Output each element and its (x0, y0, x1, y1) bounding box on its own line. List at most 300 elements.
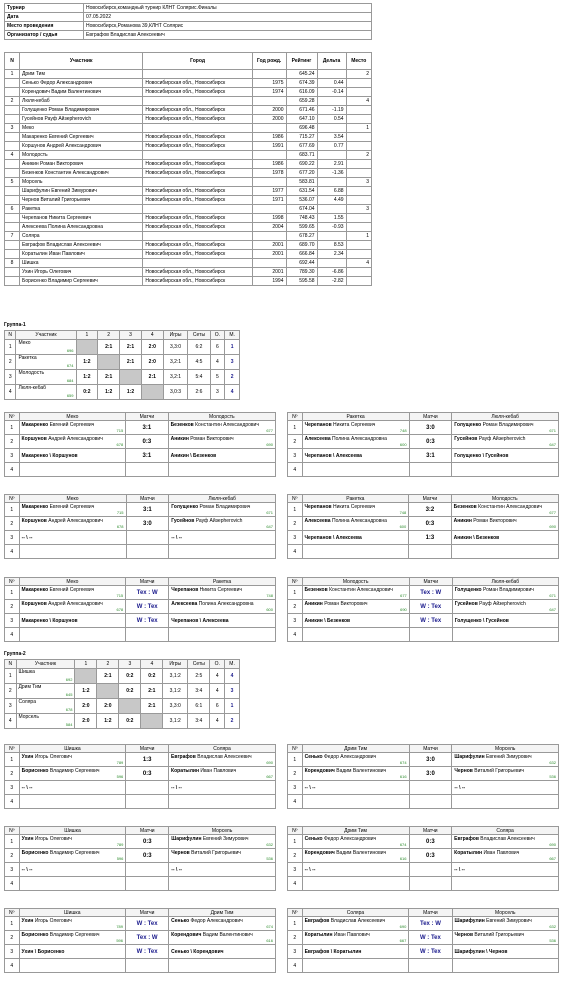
match-result (409, 959, 452, 973)
roster-row (5, 223, 372, 232)
group-header-pts: О. (210, 660, 225, 669)
match-row (5, 435, 276, 449)
match-home-player (302, 435, 409, 449)
match-home-player (302, 835, 409, 849)
player-surname: Гусейнов (171, 517, 195, 524)
player-rating: 677 (400, 592, 407, 598)
player-rating: 536 (549, 773, 556, 779)
match-result (126, 795, 169, 809)
roster-row (5, 250, 372, 259)
roster-city: Новосибирская обл., Новосибирск (143, 277, 252, 286)
group-sets: 2:6 (188, 385, 210, 400)
group-score-cell (76, 340, 98, 355)
roster-number (5, 160, 20, 169)
player-surname: Черепанов (304, 421, 332, 428)
match-header-away: Солярa (169, 745, 276, 753)
match-result (409, 795, 452, 809)
player-given-name: Роман Владимирович (483, 586, 534, 593)
match-away-player (452, 753, 559, 767)
player-rating: 674 (399, 759, 407, 765)
roster-place (346, 223, 371, 232)
match-result: W : Tex (409, 945, 452, 959)
match-home-player (302, 959, 409, 973)
roster-year (252, 151, 286, 160)
group-row-number: 3 (5, 699, 17, 714)
player-given-name: Евгений Зимурович (485, 753, 532, 760)
match-row-number: 1 (288, 917, 303, 931)
roster-city: Новосибирская обл., Новосибирск (143, 223, 252, 232)
group-2-title: Группа-2 (4, 651, 26, 657)
match-row-number: 3 (5, 449, 20, 463)
match-row-number: 2 (288, 767, 303, 781)
roster-place (346, 268, 371, 277)
roster-city (143, 205, 252, 214)
match-home-player (302, 931, 409, 945)
match-home-player (19, 877, 126, 891)
match-home-player (19, 781, 126, 795)
group-score-cell: 2:0 (141, 340, 163, 355)
group-team (16, 340, 76, 355)
match-result: 3:1 (126, 449, 168, 463)
match-row-number: 2 (288, 849, 303, 863)
roster-place (346, 169, 371, 178)
group-team-rating: 696 (66, 348, 74, 353)
match-table (4, 826, 276, 891)
roster-city (143, 151, 252, 160)
player-surname: Сенько (304, 753, 323, 760)
roster-player: Солярa (20, 232, 143, 241)
roster-place (346, 160, 371, 169)
player-rating: 748 (266, 592, 273, 598)
player-given-name: Никита Сергеевич (199, 586, 242, 593)
roster-row (5, 169, 372, 178)
match-header-away: Морсель (452, 745, 559, 753)
group-score-cell: 2:1 (98, 340, 120, 355)
group-games: 3,3:0 (163, 699, 188, 714)
match-header-matches: Матчи (409, 909, 452, 917)
player-surname: -- \ -- (454, 866, 465, 873)
roster-header-city: Город (143, 53, 252, 70)
match-row (288, 435, 559, 449)
match-away-player (169, 931, 276, 945)
match-home-player (19, 503, 126, 517)
match-row (288, 781, 559, 795)
player-given-name: Иван Павлович (200, 767, 237, 774)
match-result: W : Tex (409, 614, 452, 628)
match-header-home: Меко (19, 413, 126, 421)
match-row (288, 877, 559, 891)
match-table (287, 744, 559, 809)
roster-rating: 671.46 (286, 106, 317, 115)
roster-city: Новосибирская обл., Новосибирск (143, 196, 252, 205)
info-row (5, 31, 372, 40)
player-rating: 671 (266, 509, 273, 515)
group-row (5, 355, 240, 370)
player-rating: 632 (266, 841, 273, 847)
player-surname: Безенков (170, 421, 194, 428)
match-home-player (302, 531, 409, 545)
roster-player: Коратылин Иван Павлович (20, 250, 143, 259)
match-result (126, 877, 169, 891)
player-given-name: Полина Александровна (198, 600, 254, 607)
player-given-name: Евгений Сергеевич (49, 503, 95, 510)
player-surname: Голущенко (171, 503, 199, 510)
roster-place (346, 214, 371, 223)
match-away-player (169, 877, 276, 891)
match-away-player (169, 767, 276, 781)
roster-player: Морсель (20, 178, 143, 187)
group-team-rating: 659 (66, 393, 74, 398)
match-row (288, 517, 559, 531)
roster-place (346, 241, 371, 250)
roster-row (5, 115, 372, 124)
group-place: 2 (225, 370, 240, 385)
player-rating: 667 (266, 773, 273, 779)
player-surname: -- \ -- (304, 866, 316, 873)
player-surname: Черепанов \ Алексеева (304, 452, 362, 459)
match-home-player (302, 517, 409, 531)
match-header-home: Меко (19, 578, 126, 586)
group-score-cell: 2:1 (141, 684, 163, 699)
roster-city: Новосибирская обл., Новосибирск (143, 106, 252, 115)
match-home-player (302, 545, 409, 559)
match-away-player (452, 849, 559, 863)
roster-header-year: Год рожд. (252, 53, 286, 70)
group-header-player: Участник (16, 331, 76, 340)
player-rating: 600 (399, 523, 407, 529)
player-surname: Шарифулин (454, 917, 485, 924)
player-rating: 616 (399, 855, 407, 861)
roster-row (5, 205, 372, 214)
player-rating: 789 (116, 923, 124, 929)
player-surname: Безенков (453, 503, 477, 510)
roster-rating: 674.39 (286, 79, 317, 88)
group-place: 4 (225, 385, 240, 400)
roster-year: 2000 (252, 115, 286, 124)
player-surname: Борисенко (21, 931, 49, 938)
roster-delta: 3.54 (317, 133, 346, 142)
match-header-home: Дрим Тим (302, 745, 409, 753)
player-given-name: Андрей Александрович (48, 600, 103, 607)
match-away-player (169, 586, 276, 600)
player-given-name: Иван Павлович (483, 849, 520, 856)
match-header-away: Люля-кебаб (452, 578, 558, 586)
match-header-matches: Матчи (126, 827, 169, 835)
roster-number (5, 223, 20, 232)
roster-header-delta: Дельта (317, 53, 346, 70)
roster-player: Ухин Игорь Олегович (20, 268, 143, 277)
info-value: Новосибирск,командный турнир КЛНТ Солярис.Финалы (84, 4, 372, 13)
roster-year: 1977 (252, 187, 286, 196)
match-away-player (169, 614, 276, 628)
match-row (5, 945, 276, 959)
match-row-number: 2 (5, 767, 20, 781)
group-score-cell: 2:1 (141, 699, 163, 714)
match-result (409, 877, 452, 891)
roster-year: 2001 (252, 241, 286, 250)
group-header-c3: 3 (120, 331, 142, 340)
roster-city (143, 97, 252, 106)
player-rating: 678 (116, 441, 124, 447)
player-surname: Ухин \ Борисенко (21, 948, 65, 955)
group-header-n: N (5, 331, 16, 340)
match-row (288, 503, 559, 517)
match-row (5, 586, 276, 600)
roster-row (5, 160, 372, 169)
match-table (4, 494, 276, 559)
group-row (5, 699, 240, 714)
player-surname: -- \ -- (21, 866, 33, 873)
player-surname: Ухин (21, 835, 34, 842)
match-home-player (19, 421, 126, 435)
group-points: 4 (210, 714, 225, 729)
match-row-number: 2 (288, 517, 303, 531)
player-surname: Макаренко (21, 421, 49, 428)
player-surname: Макаренко \ Коршунов (21, 617, 78, 624)
match-away-player (169, 849, 276, 863)
group-header-c2: 2 (97, 660, 119, 669)
group-score-cell: 1:2 (120, 385, 142, 400)
match-row-number: 1 (5, 421, 20, 435)
roster-delta: 6.88 (317, 187, 346, 196)
match-home-player (302, 586, 409, 600)
match-header-matches: Матчи (126, 909, 169, 917)
group-team (16, 370, 76, 385)
roster-number: 7 (5, 232, 20, 241)
roster-row (5, 232, 372, 241)
player-given-name: Роман Викторович (473, 517, 517, 524)
player-surname: Евграфов \ Коратылин (304, 948, 362, 955)
match-row-number: 1 (5, 503, 20, 517)
player-surname: Голущенко (454, 586, 482, 593)
match-row-number: 2 (5, 849, 20, 863)
roster-place: 3 (346, 205, 371, 214)
player-surname: -- \ -- (171, 534, 183, 541)
match-row (288, 753, 559, 767)
match-row (5, 545, 276, 559)
group-header-games: Игры (163, 331, 188, 340)
match-away-player (169, 835, 276, 849)
player-given-name: Федор Александрович (323, 753, 377, 760)
roster-row (5, 214, 372, 223)
match-away-player (452, 449, 559, 463)
match-home-player (302, 945, 409, 959)
player-surname: Голущенко (454, 421, 482, 428)
match-away-player (452, 628, 558, 642)
info-label: Дата (5, 13, 84, 22)
match-result: 0:3 (409, 517, 451, 531)
player-surname: Черепанов \ Алексеева (171, 617, 229, 624)
player-rating: 715 (116, 427, 124, 433)
match-row-number: 4 (288, 795, 303, 809)
match-row (288, 959, 559, 973)
group-points: 4 (210, 684, 225, 699)
match-table (287, 577, 559, 642)
group-score-cell: 0:2 (119, 684, 141, 699)
roster-header-rating: Рейтинг (286, 53, 317, 70)
player-given-name: Роман Владимирович (199, 503, 251, 510)
group-place: 3 (225, 684, 240, 699)
roster-delta: -0.14 (317, 88, 346, 97)
player-surname: Коршунов (21, 435, 47, 442)
group-header-place: М. (225, 331, 240, 340)
roster-place (346, 79, 371, 88)
roster-delta: 8.53 (317, 241, 346, 250)
roster-number (5, 142, 20, 151)
roster-rating: 696.48 (286, 124, 317, 133)
info-value: 07.05.2022 (84, 13, 372, 22)
group-team (16, 355, 76, 370)
player-rating: 748 (399, 427, 407, 433)
match-header-home: Ракетка (302, 495, 409, 503)
player-given-name: Евгений Зимурович (486, 917, 532, 924)
match-home-player (302, 463, 409, 477)
match-home-player (19, 795, 126, 809)
tournament-info-table (4, 3, 372, 40)
match-home-player (19, 614, 126, 628)
match-result: 3:1 (126, 503, 169, 517)
roster-city: Новосибирская обл., Новосибирск (143, 133, 252, 142)
roster-number: 8 (5, 259, 20, 268)
roster-player: Коршунов Андрей Александрович (20, 142, 143, 151)
player-surname: Аникин \ Безенков (170, 452, 217, 459)
roster-row (5, 88, 372, 97)
player-rating: 678 (116, 606, 124, 612)
player-surname: Аникин \ Безенков (304, 617, 351, 624)
player-surname: Алексеева (304, 435, 331, 442)
roster-rating: 536.07 (286, 196, 317, 205)
match-row (5, 614, 276, 628)
player-rating: 748 (399, 509, 407, 515)
match-header-away: Люля-кебаб (169, 495, 276, 503)
group-row-number: 2 (5, 684, 17, 699)
group-sets: 4:5 (188, 355, 210, 370)
match-result: W : Tex (126, 600, 169, 614)
match-home-player (19, 753, 126, 767)
roster-row (5, 151, 372, 160)
roster-place: 3 (346, 178, 371, 187)
match-row-number: 1 (5, 586, 20, 600)
player-rating: 596 (116, 855, 124, 861)
match-row-number: 1 (5, 753, 20, 767)
match-away-player (452, 435, 559, 449)
match-result (409, 863, 452, 877)
roster-row (5, 178, 372, 187)
match-row (5, 517, 276, 531)
player-rating: 632 (549, 923, 556, 929)
player-rating: 536 (266, 855, 273, 861)
match-away-player (452, 959, 558, 973)
group-score-cell: 2:1 (97, 669, 119, 684)
player-given-name: Игорь Олегович (34, 835, 72, 842)
player-given-name: Евгений Сергеевич (49, 586, 95, 593)
player-rating: 690 (549, 841, 556, 847)
roster-place: 4 (346, 259, 371, 268)
match-row-number: 2 (5, 931, 20, 945)
roster-delta (317, 70, 346, 79)
match-away-player (169, 503, 276, 517)
roster-city (143, 70, 252, 79)
match-result: 3:1 (409, 449, 452, 463)
player-surname: Шарифулин (454, 753, 485, 760)
roster-place: 4 (346, 97, 371, 106)
match-row-number: 4 (288, 877, 303, 891)
match-row-number: 1 (288, 421, 303, 435)
match-header-n: Nº (288, 578, 303, 586)
roster-place: 2 (346, 151, 371, 160)
roster-player: Шишка (20, 259, 143, 268)
match-header-matches: Матчи (409, 827, 452, 835)
match-header-home: Шишка (19, 745, 126, 753)
group-row (5, 370, 240, 385)
roster-header-n: N (5, 53, 20, 70)
roster-number (5, 187, 20, 196)
player-given-name: Андрей Александрович (48, 517, 103, 524)
group-header-games: Игры (163, 660, 188, 669)
match-row (5, 753, 276, 767)
match-home-player (302, 849, 409, 863)
match-home-player (19, 628, 126, 642)
player-surname: Шарифулин \ Чернов (454, 948, 508, 955)
roster-rating: 616.09 (286, 88, 317, 97)
match-header-matches: Матчи (409, 495, 451, 503)
roster-rating: 789.30 (286, 268, 317, 277)
match-row (288, 945, 559, 959)
group-team-name: Дрим Тим (18, 684, 42, 690)
roster-rating: 692.44 (286, 259, 317, 268)
info-row (5, 4, 372, 13)
group-header-player: Участник (16, 660, 75, 669)
player-surname: Чернов (171, 849, 190, 856)
player-rating: 677 (266, 427, 273, 433)
roster-delta (317, 205, 346, 214)
match-header-matches: Матчи (409, 413, 452, 421)
match-away-player (452, 614, 558, 628)
player-rating: 715 (116, 592, 124, 598)
match-result: W : Tex (126, 614, 169, 628)
player-given-name: Евгений Сергеевич (49, 421, 95, 428)
match-away-player (168, 463, 275, 477)
roster-delta: 1.55 (317, 214, 346, 223)
match-table (4, 908, 276, 973)
roster-year: 2000 (252, 106, 286, 115)
group-score-cell: 2:0 (75, 699, 97, 714)
player-given-name: Виталий Григорьевич (191, 849, 241, 856)
player-rating: 647 (549, 606, 556, 612)
group-header-c2: 2 (98, 331, 120, 340)
group-team-name: Ракетка (18, 355, 37, 361)
match-row (288, 767, 559, 781)
match-away-player (169, 600, 276, 614)
roster-rating: 689.70 (286, 241, 317, 250)
player-given-name: Рауф Айзерherovich (478, 435, 526, 442)
match-away-player (168, 421, 275, 435)
match-away-player (452, 877, 559, 891)
player-surname: Аникин (304, 600, 323, 607)
match-row (5, 628, 276, 642)
match-result (126, 959, 169, 973)
match-row (5, 835, 276, 849)
player-rating: 667 (399, 937, 407, 943)
match-result (126, 781, 169, 795)
match-result: 0:3 (126, 767, 169, 781)
match-row-number: 3 (5, 781, 20, 795)
roster-year (252, 70, 286, 79)
match-row-number: 4 (288, 545, 303, 559)
player-given-name: Андрей Александрович (48, 435, 103, 442)
group-row (5, 684, 240, 699)
player-given-name: Федор Александрович (190, 917, 243, 924)
